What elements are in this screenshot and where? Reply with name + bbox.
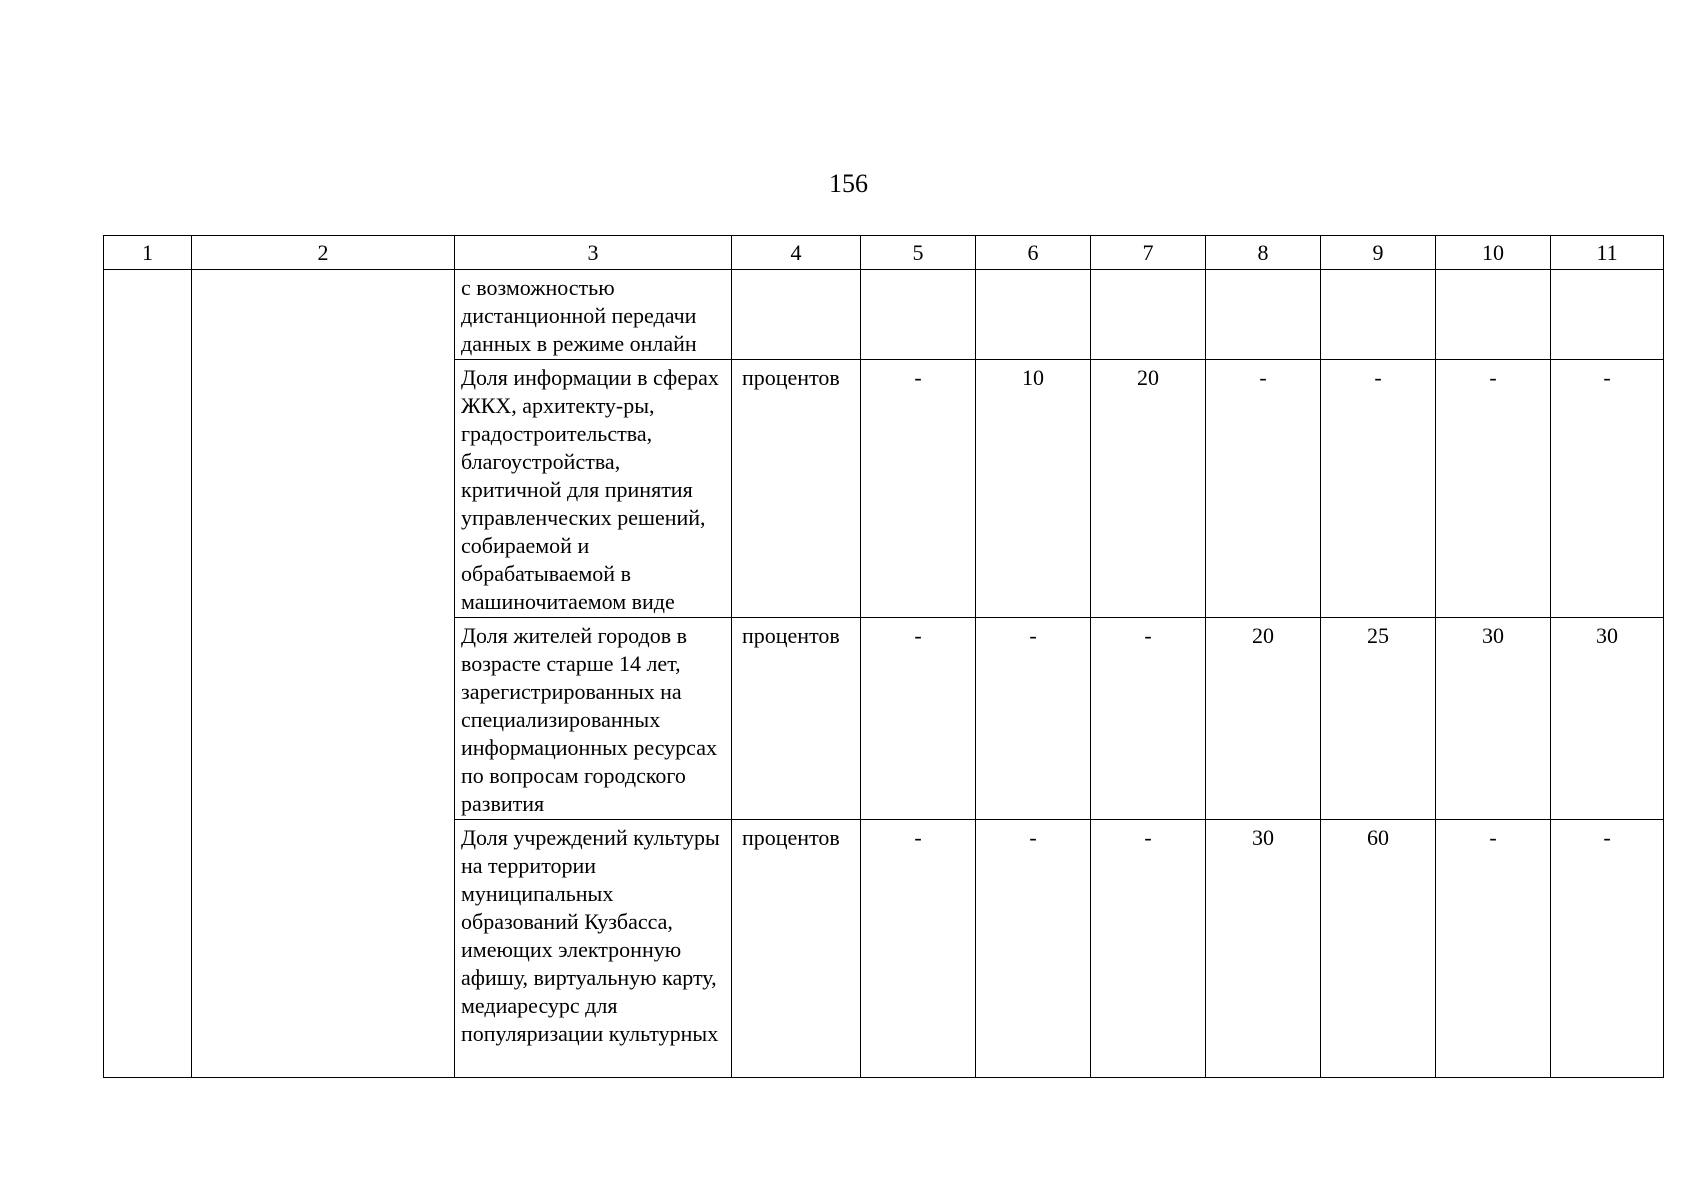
indicator-value: 20 [1206,618,1321,820]
indicator-unit: процентов [732,820,861,1078]
indicator-value: - [1551,820,1664,1078]
indicator-value: - [976,618,1091,820]
indicator-value: - [861,360,976,618]
indicator-value: 30 [1436,618,1551,820]
column-header: 4 [732,236,861,270]
indicator-value [1206,270,1321,360]
column-header: 7 [1091,236,1206,270]
indicator-value: 30 [1206,820,1321,1078]
indicator-value: 10 [976,360,1091,618]
indicator-unit [732,270,861,360]
table-body [104,270,1664,1078]
indicator-value: - [1436,820,1551,1078]
cell-col-2 [192,270,455,1078]
indicator-value [861,270,976,360]
indicator-value: - [1321,360,1436,618]
indicator-value: - [1206,360,1321,618]
column-header: 6 [976,236,1091,270]
indicator-value: 60 [1321,820,1436,1078]
indicator-value [1551,270,1664,360]
column-header: 9 [1321,236,1436,270]
page-number: 156 [829,169,868,198]
indicator-unit: процентов [732,618,861,820]
indicator-description: с возможностью дистанционной передачи данных в режиме онлайн [455,270,732,360]
indicator-description: Доля жителей городов в возрасте старше 14 лет, зарегистрированных на специализированных информационных ресурсах по вопросам городского развития [455,618,732,820]
indicator-value: - [1436,360,1551,618]
column-header: 2 [192,236,455,270]
indicator-value [1321,270,1436,360]
indicator-value: - [1091,820,1206,1078]
indicator-value: - [861,618,976,820]
column-header: 1 [104,236,192,270]
indicator-value: 20 [1091,360,1206,618]
table-header [104,236,1664,270]
indicator-value [1091,270,1206,360]
indicator-unit: процентов [732,360,861,618]
indicator-value: - [1551,360,1664,618]
indicator-description: Доля информации в сферах ЖКХ, архитекту-ры, градостроительства, благоустройства, критичной для принятия управленческих решений, собираемой и обрабатываемой в машиночитаемом виде [455,360,732,618]
indicator-value: 25 [1321,618,1436,820]
indicator-value: - [1091,618,1206,820]
column-header: 3 [455,236,732,270]
indicator-value: - [976,820,1091,1078]
indicator-value [1436,270,1551,360]
column-header: 11 [1551,236,1664,270]
table-row [104,270,1664,360]
header-row [104,236,1664,270]
column-header: 8 [1206,236,1321,270]
cell-col-1 [104,270,192,1078]
indicator-value: 30 [1551,618,1664,820]
indicator-description: Доля учреждений культуры на территории муниципальных образований Кузбасса, имеющих электронную афишу, виртуальную карту, медиаресурс для популяризации культурных [455,820,732,1078]
indicators-table [103,235,1664,1078]
column-header: 5 [861,236,976,270]
column-header: 10 [1436,236,1551,270]
indicator-value: - [861,820,976,1078]
indicator-value [976,270,1091,360]
